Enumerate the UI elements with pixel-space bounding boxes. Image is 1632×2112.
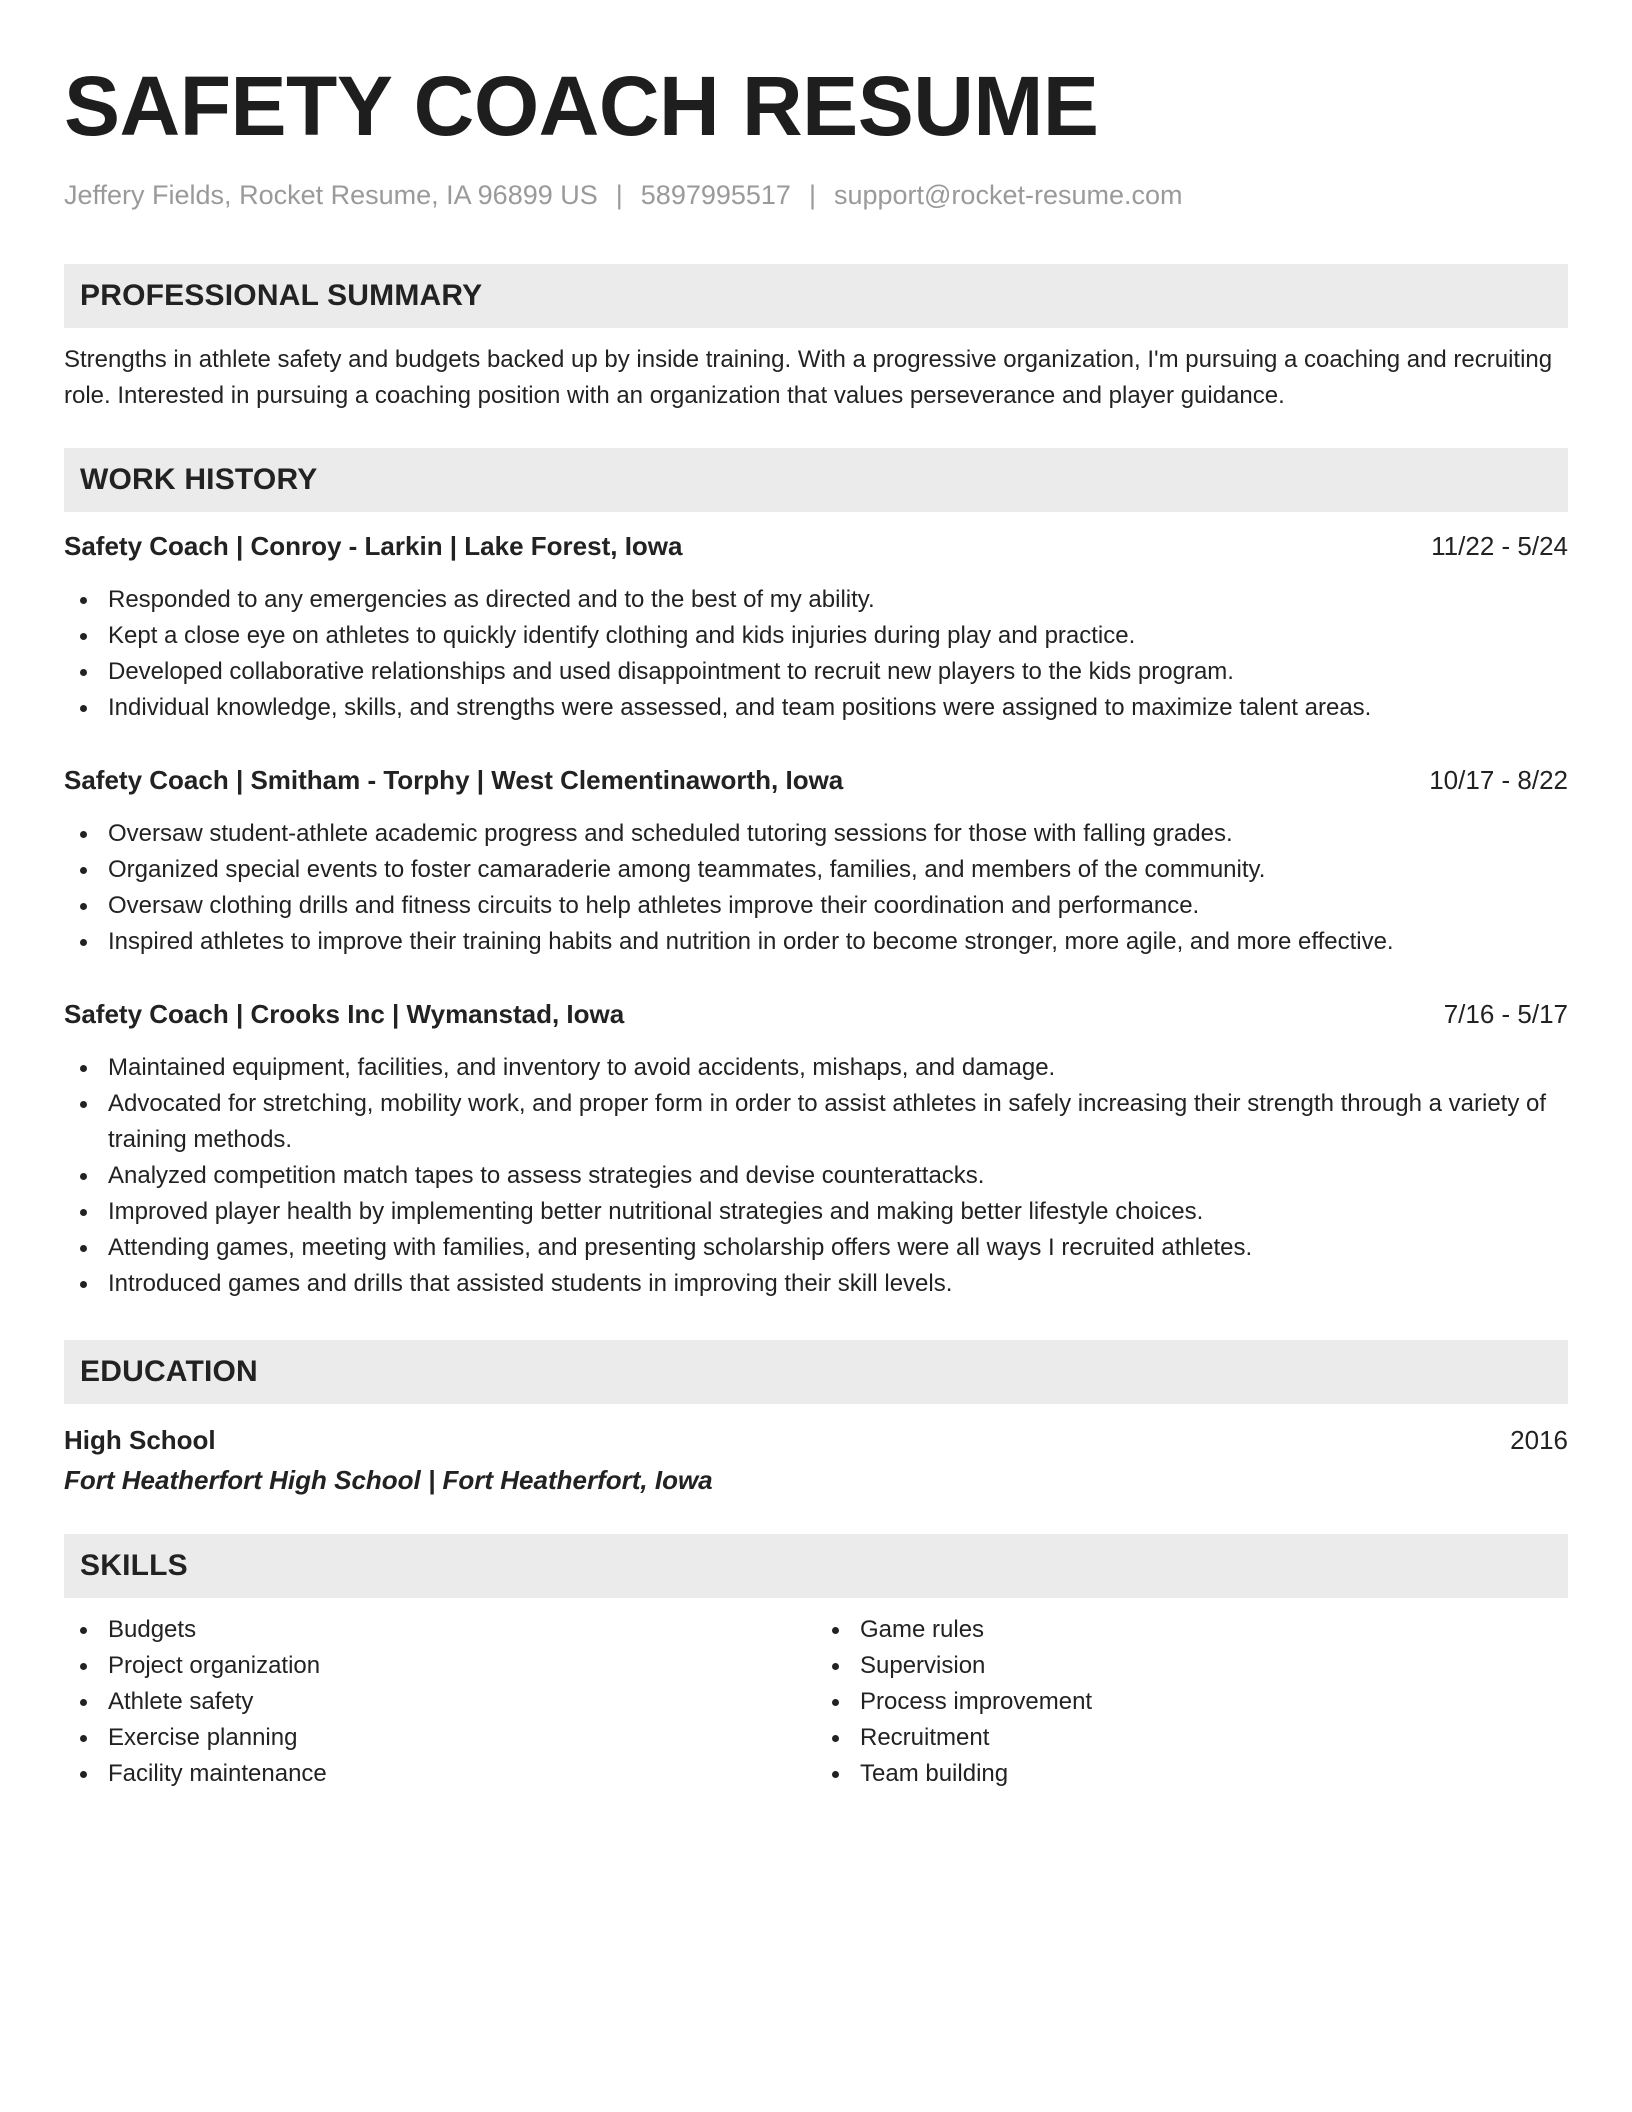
job-bullet-list: [64, 816, 1568, 960]
skill-item: [816, 1612, 1568, 1648]
job-bullet: [64, 852, 1568, 888]
job-bullet: [64, 1230, 1568, 1266]
bullet-dot-icon: [80, 1173, 87, 1180]
skill-text: Game rules: [860, 1616, 985, 1643]
job-bullet: [64, 1194, 1568, 1230]
job-bullet-list: [64, 582, 1568, 726]
job-bullet-text: Responded to any emergencies as directed and to the best of my ability.: [108, 586, 875, 613]
job-header: [64, 528, 1568, 564]
contact-phone: 5897995517: [640, 180, 791, 210]
bullet-dot-icon: [80, 1771, 87, 1778]
bullet-dot-icon: [80, 1209, 87, 1216]
skill-item: [64, 1612, 816, 1648]
job-bullet: [64, 618, 1568, 654]
skill-text: Project organization: [108, 1652, 321, 1679]
skill-text: Athlete safety: [108, 1688, 254, 1715]
job-bullet-text: Improved player health by implementing better nutritional strategies and making better lifestyle choices.: [108, 1198, 1204, 1225]
bullet-dot-icon: [80, 633, 87, 640]
bullet-dot-icon: [80, 831, 87, 838]
job-dates: 7/16 - 5/17: [1443, 999, 1568, 1029]
bullet-dot-icon: [832, 1627, 839, 1634]
skill-item: [64, 1684, 816, 1720]
job-entry: [64, 528, 1568, 726]
job-bullet-text: Oversaw student-athlete academic progress and scheduled tutoring sessions for those with falling grades.: [108, 820, 1233, 847]
job-bullet: [64, 582, 1568, 618]
education-section: [64, 1340, 1568, 1498]
bullet-dot-icon: [80, 1627, 87, 1634]
skills-list: [816, 1612, 1568, 1792]
bullet-dot-icon: [80, 597, 87, 604]
work-history-heading: WORK HISTORY: [64, 448, 1568, 512]
skills-column-left: [64, 1612, 816, 1792]
education-row: [64, 1422, 1568, 1458]
skills-section: [64, 1534, 1568, 1792]
skill-item: [64, 1756, 816, 1792]
bullet-dot-icon: [80, 939, 87, 946]
education-heading: EDUCATION: [64, 1340, 1568, 1404]
summary-heading: PROFESSIONAL SUMMARY: [64, 264, 1568, 328]
job-bullet-text: Attending games, meeting with families, and presenting scholarship offers were all ways I recruited athletes.: [108, 1234, 1253, 1261]
job-bullet-text: Developed collaborative relationships and used disappointment to recruit new players to the kids program.: [108, 658, 1234, 685]
skill-text: Exercise planning: [108, 1724, 298, 1751]
bullet-dot-icon: [80, 867, 87, 874]
bullet-dot-icon: [80, 1735, 87, 1742]
bullet-dot-icon: [832, 1699, 839, 1706]
education-school: Fort Heatherfort High School | Fort Heatherfort, Iowa: [64, 1465, 713, 1495]
job-bullet: [64, 816, 1568, 852]
skill-item: [816, 1648, 1568, 1684]
bullet-dot-icon: [80, 669, 87, 676]
job-dates: 10/17 - 8/22: [1429, 765, 1568, 795]
skill-text: Process improvement: [860, 1688, 1093, 1715]
contact-email: support@rocket-resume.com: [833, 180, 1183, 210]
skill-item: [816, 1756, 1568, 1792]
skill-item: [816, 1720, 1568, 1756]
job-bullet: [64, 1086, 1568, 1158]
job-bullet-text: Analyzed competition match tapes to assess strategies and devise counterattacks.: [108, 1162, 985, 1189]
job-title: Safety Coach | Conroy - Larkin | Lake Forest, Iowa: [64, 531, 683, 561]
skill-text: Supervision: [860, 1652, 986, 1679]
job-bullet: [64, 690, 1568, 726]
skill-item: [816, 1684, 1568, 1720]
bullet-dot-icon: [80, 1101, 87, 1108]
contact-address: Jeffery Fields, Rocket Resume, IA 96899 US: [64, 180, 598, 210]
job-header: [64, 762, 1568, 798]
job-bullet: [64, 888, 1568, 924]
contact-separator: |: [615, 180, 623, 210]
work-history-section: [64, 448, 1568, 1302]
contact-separator: |: [808, 180, 816, 210]
bullet-dot-icon: [80, 1281, 87, 1288]
skill-text: Budgets: [108, 1616, 197, 1643]
skills-heading: SKILLS: [64, 1534, 1568, 1598]
resume-title: SAFETY COACH RESUME: [64, 59, 1099, 153]
job-bullet: [64, 1266, 1568, 1302]
job-bullet-list: [64, 1050, 1568, 1302]
job-bullet-text: Introduced games and drills that assisted students in improving their skill levels.: [108, 1270, 953, 1297]
job-bullet-text: Oversaw clothing drills and fitness circuits to help athletes improve their coordination and performance.: [108, 892, 1200, 919]
skills-column-right: [816, 1612, 1568, 1792]
bullet-dot-icon: [832, 1735, 839, 1742]
bullet-dot-icon: [832, 1771, 839, 1778]
contact-line: [64, 178, 1568, 212]
job-bullet-text: Inspired athletes to improve their training habits and nutrition in order to become stronger, more agile, and more effective.: [108, 928, 1394, 955]
job-title: Safety Coach | Smitham - Torphy | West Clementinaworth, Iowa: [64, 765, 844, 795]
job-bullet-text: Individual knowledge, skills, and strengths were assessed, and team positions were assigned to maximize talent areas.: [108, 694, 1372, 721]
bullet-dot-icon: [80, 1699, 87, 1706]
bullet-dot-icon: [832, 1663, 839, 1670]
skill-text: Facility maintenance: [108, 1760, 327, 1787]
job-bullet-text: Organized special events to foster camaraderie among teammates, families, and members of the community.: [108, 856, 1266, 883]
skill-item: [64, 1720, 816, 1756]
skills-list: [64, 1612, 816, 1792]
bullet-dot-icon: [80, 705, 87, 712]
job-bullet-text: Maintained equipment, facilities, and inventory to avoid accidents, mishaps, and damage.: [108, 1054, 1056, 1081]
job-bullet: [64, 1050, 1568, 1086]
job-title: Safety Coach | Crooks Inc | Wymanstad, Iowa: [64, 999, 625, 1029]
job-bullet: [64, 924, 1568, 960]
job-header: [64, 996, 1568, 1032]
bullet-dot-icon: [80, 1245, 87, 1252]
skill-text: Recruitment: [860, 1724, 990, 1751]
education-degree: High School: [64, 1425, 216, 1455]
job-bullet: [64, 1158, 1568, 1194]
bullet-dot-icon: [80, 903, 87, 910]
bullet-dot-icon: [80, 1065, 87, 1072]
job-entry: [64, 996, 1568, 1302]
summary-section: [64, 264, 1568, 414]
summary-text: Strengths in athlete safety and budgets backed up by inside training. With a progressive organization, I'm pursuing a coaching and recruiting role. Interested in pursuing a coaching position with an organization that values perseverance and player guidance.: [64, 346, 1553, 409]
job-entry: [64, 762, 1568, 960]
job-dates: 11/22 - 5/24: [1431, 531, 1568, 561]
education-year: 2016: [1510, 1425, 1568, 1455]
bullet-dot-icon: [80, 1663, 87, 1670]
skill-item: [64, 1648, 816, 1684]
skills-columns: [64, 1612, 1568, 1792]
job-bullet: [64, 654, 1568, 690]
job-bullet-text: Kept a close eye on athletes to quickly identify clothing and kids injuries during play and practice.: [108, 622, 1136, 649]
job-bullet-text: Advocated for stretching, mobility work, and proper form in order to assist athletes in safely increasing their strength through a variety of training methods.: [108, 1090, 1547, 1153]
skill-text: Team building: [860, 1760, 1009, 1787]
